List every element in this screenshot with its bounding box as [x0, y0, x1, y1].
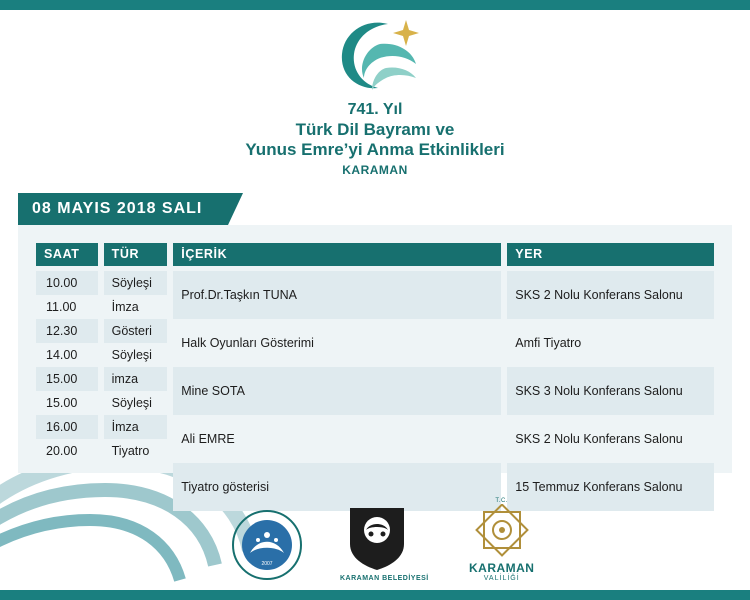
column-header-saat: SAAT [36, 243, 98, 266]
cell-tur: imza [104, 367, 168, 391]
cell-saat: 10.00 [36, 271, 98, 295]
cell-tur: Söyleşi [104, 271, 168, 295]
poster-header [0, 14, 750, 178]
svg-text:2007: 2007 [261, 561, 273, 567]
cell-tur: İmza [104, 415, 168, 439]
cell-tur: Tiyatro [111, 444, 150, 458]
table-body [36, 271, 714, 511]
bottom-band [0, 590, 750, 600]
column-header-tur: TÜR [104, 243, 168, 266]
table-header-row [36, 243, 714, 266]
cell-tur: Gösteri [104, 319, 168, 343]
cell-tur: Söyleşi [111, 348, 152, 362]
cell-saat: 14.00 [46, 348, 78, 362]
cell-saat: 12.30 [36, 319, 98, 343]
cell-tur: İmza [111, 300, 139, 314]
cell-saat: 20.00 [46, 444, 78, 458]
column-tur [104, 271, 168, 511]
header-title-block [0, 100, 750, 178]
cell-yer: 15 Temmuz Konferans Salonu [507, 463, 714, 511]
top-band [0, 0, 750, 10]
footer-logo-university [230, 508, 304, 582]
crescent-star-wave-logo [320, 14, 430, 94]
cell-icerik: Tiyatro gösterisi [173, 463, 501, 511]
cell-yer: Amfi Tiyatro [515, 336, 582, 350]
municipality-logo-caption: KARAMAN BELEDİYESİ [340, 575, 429, 582]
cell-tur: Söyleşi [111, 396, 152, 410]
footer-logo-municipality [340, 500, 429, 582]
cell-saat: 15.00 [46, 396, 78, 410]
column-header-icerik: İÇERİK [173, 243, 501, 266]
cell-saat: 15.00 [36, 367, 98, 391]
cell-yer: SKS 2 Nolu Konferans Salonu [507, 271, 714, 319]
cell-icerik: Halk Oyunları Gösterimi [181, 336, 314, 350]
date-ribbon-wrapper [18, 193, 228, 225]
column-saat [36, 271, 98, 511]
footer-logo-governorship [465, 498, 539, 582]
university-seal-logo [230, 508, 304, 582]
header-line-4: KARAMAN [342, 162, 408, 177]
cell-saat: 11.00 [46, 300, 77, 314]
cell-yer: SKS 2 Nolu Konferans Salonu [515, 432, 683, 446]
column-icerik [173, 271, 501, 511]
footer-logos [0, 496, 750, 582]
cell-saat: 16.00 [36, 415, 98, 439]
governorship-logo-caption: KARAMAN [468, 561, 535, 575]
governorship-tc-label: T.C. [495, 498, 509, 504]
cell-icerik: Prof.Dr.Taşkın TUNA [173, 271, 501, 319]
header-line-3: Yunus Emre’yi Anma Etkinlikleri [245, 140, 505, 160]
municipality-crest-logo [340, 500, 414, 574]
column-yer [507, 271, 714, 511]
schedule-table [36, 243, 714, 511]
header-line-1: 741. Yıl [347, 101, 403, 118]
header-line-2: Türk Dil Bayramı ve [295, 119, 455, 139]
governorship-logo-subcaption: VALİLİĞİ [483, 575, 520, 582]
column-header-yer: YER [507, 243, 714, 266]
date-ribbon: 08 MAYIS 2018 SALI [18, 193, 228, 225]
governorship-star-logo [465, 504, 539, 560]
cell-icerik: Ali EMRE [181, 432, 235, 446]
cell-yer: SKS 3 Nolu Konferans Salonu [507, 367, 714, 415]
schedule-panel [18, 225, 732, 494]
cell-icerik: Mine SOTA [173, 367, 501, 415]
